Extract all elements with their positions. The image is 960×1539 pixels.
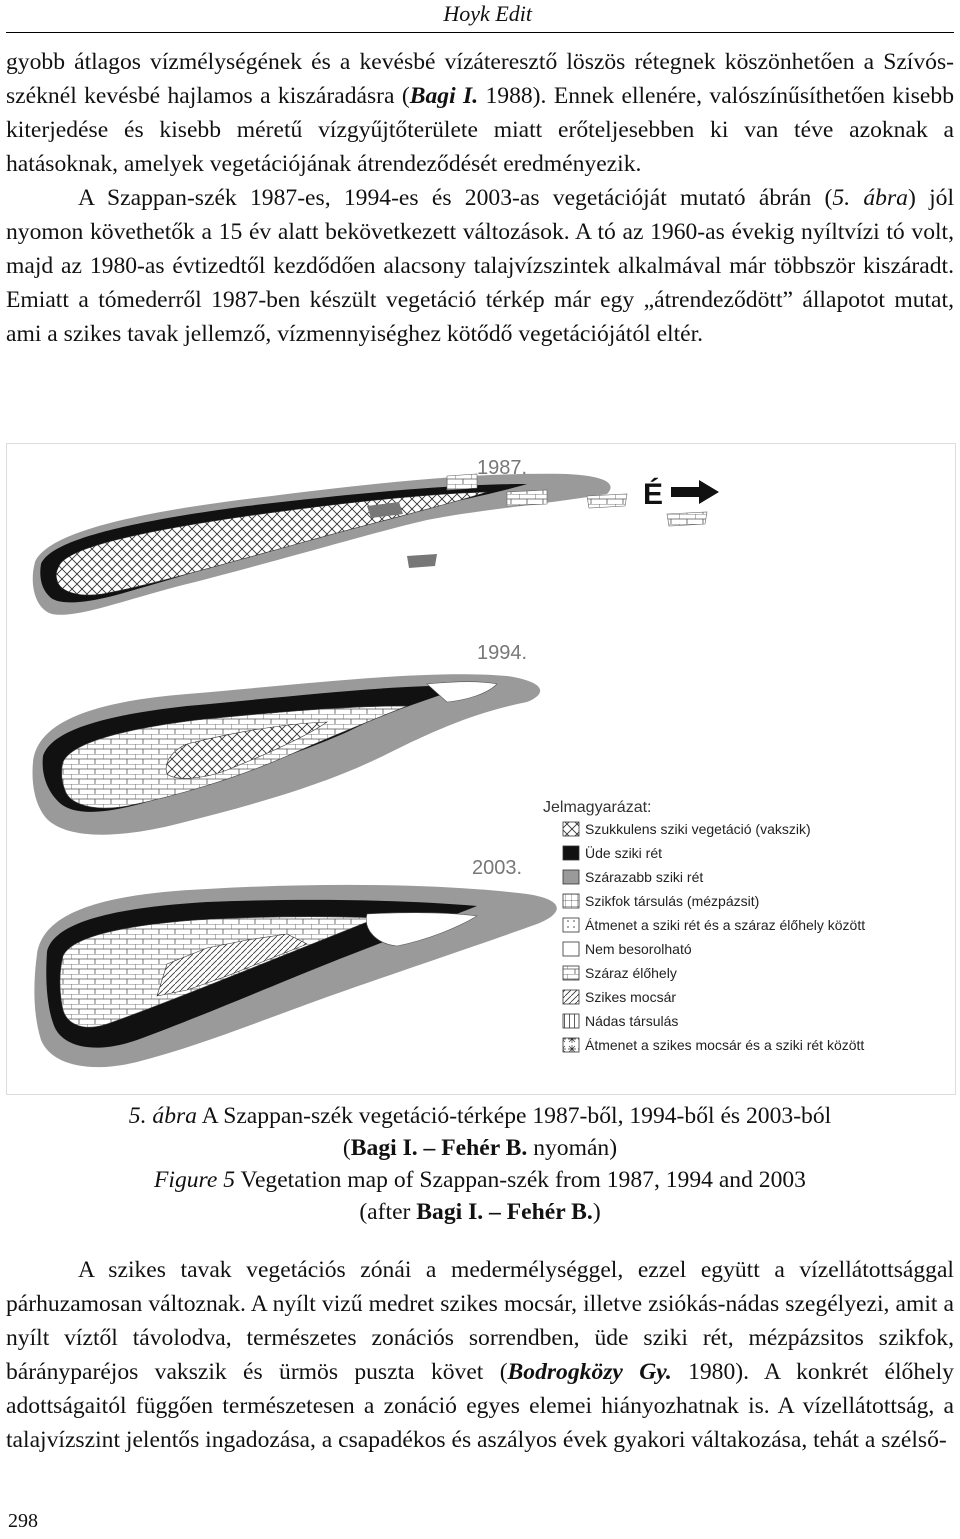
year-2003-label: 2003. bbox=[472, 857, 523, 879]
legend-title: Jelmagyarázat: bbox=[543, 799, 652, 816]
caption-en-line2: (after Bagi I. – Fehér B.) bbox=[359, 1199, 601, 1225]
legend-label-2: Üde sziki rét bbox=[585, 845, 663, 861]
legend-label-4: Szikfok társulás (mézpázsit) bbox=[585, 893, 760, 909]
caption-hu-line2: (Bagi I. – Fehér B. nyomán) bbox=[342, 1135, 618, 1161]
vegetation-map-figure bbox=[6, 443, 956, 1095]
legend-swatch-dry-meadow bbox=[563, 870, 579, 884]
legend-swatch-szikfok bbox=[563, 894, 579, 908]
legend-label-6: Nem besorolható bbox=[585, 941, 692, 957]
page-number: 298 bbox=[8, 1510, 38, 1532]
legend-label-1: Szukkulens sziki vegetáció (vakszik) bbox=[585, 821, 811, 837]
legend-swatch-marsh bbox=[563, 990, 579, 1004]
year-1994-label: 1994. bbox=[477, 642, 528, 664]
figure-caption bbox=[6, 1100, 954, 1228]
legend-label-9: Nádas társulás bbox=[585, 1013, 679, 1029]
legend-swatch-transition-marsh bbox=[563, 1038, 579, 1052]
citation-bagi: Bagi I. bbox=[409, 83, 479, 109]
page-header bbox=[0, 0, 960, 34]
legend-label-7: Száraz élőhely bbox=[585, 965, 677, 981]
caption-hu-line1: 5. ábra A Szappan-szék vegetáció-térképe 1987-ből, 1994-ből és 2003-ból bbox=[128, 1103, 832, 1129]
legend-swatch-dry-habitat bbox=[563, 966, 579, 980]
north-label: É bbox=[643, 478, 664, 511]
legend-label-5: Átmenet a sziki rét és a száraz élőhely között bbox=[585, 917, 866, 933]
legend-swatch-fresh-meadow bbox=[563, 846, 579, 860]
caption-en-line1: Figure 5 Vegetation map of Szappan-szék from 1987, 1994 and 2003 bbox=[154, 1167, 806, 1193]
legend-label-3: Szárazabb sziki rét bbox=[585, 869, 704, 885]
header-rule bbox=[6, 32, 954, 33]
paragraph-1: gyobb átlagos vízmélységének és a kevésbé vízáteresztő löszös rétegnek köszönhetően a Szívós-széknél kevésbé hajlamos a kiszáradásra (Bagi I. 1988). Ennek ellenére, valószínűsíthetően kisebb kiterjedése és kisebb méretű vízgyűjtőterülete miatt erőteljesebben ki van téve azoknak a hatásoknak, amelyek vegetációjának átrendeződését eredményezik. bbox=[6, 49, 954, 177]
legend-swatch-reed bbox=[563, 1014, 579, 1028]
citation-bodrogkozy: Bodrogközy Gy. bbox=[507, 1359, 672, 1385]
legend-label-10: Átmenet a szikes mocsár és a sziki rét között bbox=[585, 1037, 865, 1053]
figure-reference: 5. ábra bbox=[832, 185, 908, 211]
legend-label-8: Szikes mocsár bbox=[585, 989, 677, 1005]
year-1987-label: 1987. bbox=[477, 457, 528, 479]
legend-swatch-unclassified bbox=[563, 942, 579, 956]
legend-swatch-vakszik bbox=[563, 822, 579, 836]
intro-text bbox=[6, 45, 954, 351]
legend-swatch-transition-dry bbox=[563, 918, 579, 932]
vegetation-map bbox=[7, 444, 955, 1094]
header-author: Hoyk Edit bbox=[443, 1, 532, 26]
paragraph-3: A szikes tavak vegetációs zónái a medermélységgel, ezzel együtt a vízellátottsággal párhuzamosan változnak. A nyílt vizű medret szikes mocsár, illetve zsiókás-nádas szegélyezi, amit a nyílt víztől távolodva, természetes zonációs sorrendben, üde sziki rét, mézpázsitos szikfok, bárányparéjos vakszik és ürmös puszta követ (Bodrogközy Gy. 1980). A konkrét élőhely adottságaitól függően természetesen a zonáció egyes elemei hiányozhatnak is. A vízellátottság, a talajvízszint jelentős ingadozása, a csapadékos és aszályos évek gyakori váltakozása, tehát a szélső- bbox=[6, 1257, 954, 1453]
paragraph-2: A Szappan-szék 1987-es, 1994-es és 2003-as vegetációját mutató ábrán (5. ábra) jól nyomon követhetők a 15 év alatt bekövetkezett változások. A tó az 1960-as évekig nyíltvízi tó volt, majd az 1980-as évtizedtől kezdődően alacsony talajvízszintek alkalmával már többször kiszáradt. Emiatt a tómederről 1987-ben készült vegetáció térkép már egy „átrendeződött” állapotot mutat, ami a szikes tavak jellemző, vízmennyiséghez kötődő vegetációjától eltér. bbox=[6, 185, 954, 347]
